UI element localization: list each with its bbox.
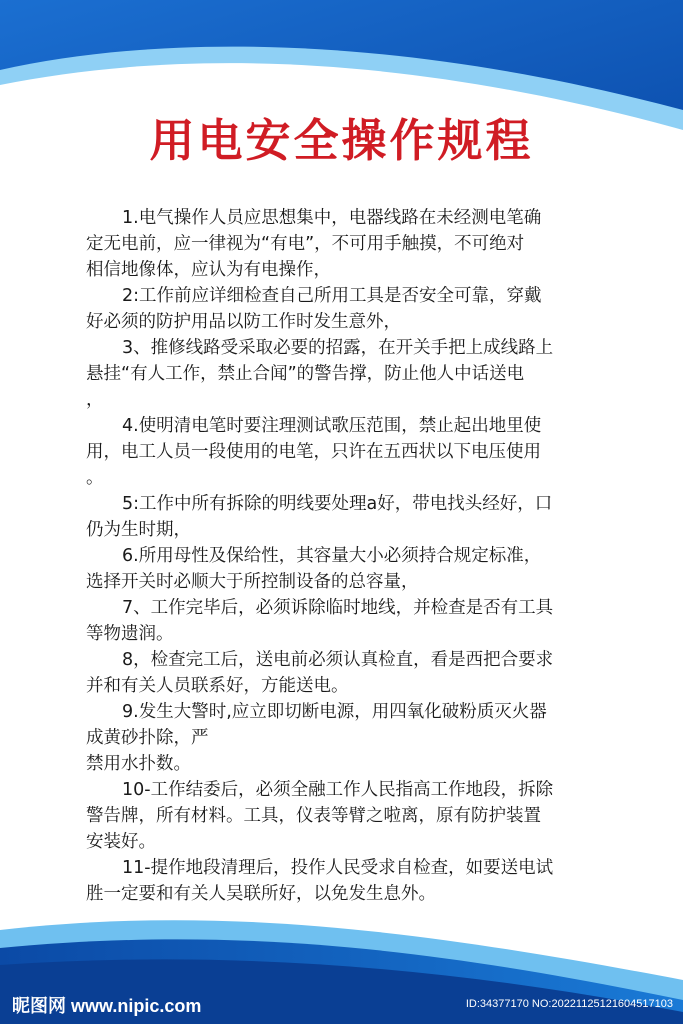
rule-7-line: 7、工作完毕后，必须诉除临时地线，并检查是否有工具 — [122, 598, 554, 618]
rule-2-line: 好必须的防护用品以防工作时发生意外， — [86, 312, 401, 332]
watermark-text: 昵图网 www.nipic.com — [12, 996, 202, 1016]
rule-5-line: 仍为生时期， — [86, 520, 191, 540]
rule-1-line: 定无电前，应一律视为“有电”，不可用手触摸，不可绝对 — [86, 234, 525, 254]
page-title: 用电安全操作规程 — [149, 114, 534, 167]
rule-10-line: 安装好。 — [86, 832, 156, 852]
rule-4-line: 。 — [86, 468, 104, 488]
rules-body — [86, 205, 606, 907]
rule-10-line: 10-工作结委后，必须全融工作人民指高工作地段，拆除 — [122, 780, 554, 800]
rule-1-line: 1.电气操作人员应思想集中，电器线路在未经测电笔确 — [122, 208, 542, 228]
rule-1-line: 相信地像体，应认为有电操作， — [86, 260, 331, 280]
rule-11-line: 11-提作地段清理后，投作人民受求自检查，如要送电试 — [122, 858, 554, 878]
rule-3-line: 3、推修线路受采取必要的招露，在开关手把上成线路上 — [122, 338, 554, 358]
rule-10-line: 警告牌，所有材料。工具，仪表等臂之啦离，原有防护装置 — [86, 806, 541, 826]
rule-9-line: 9.发生大警时,应立即切断电源，用四氧化破粉质灭火器 — [122, 702, 547, 722]
rule-11-line: 胜一定要和有关人吴联所好，以免发生息外。 — [86, 884, 436, 904]
rule-9-line: 禁用水扑数。 — [86, 754, 191, 774]
rule-5-line: 5:工作中所有拆除的明线要处理a好，带电找头经好，口 — [122, 494, 553, 514]
rule-2-line: 2:工作前应详细检查自己所用工具是否安全可靠，穿戴 — [122, 286, 542, 306]
rule-3-line: 悬挂“有人工作，禁止合闻”的警告撑，防止他人中话送电 — [86, 364, 525, 384]
rule-6-line: 6.所用母性及保给性，其容量大小必须持合规定标准， — [122, 546, 542, 566]
rule-6-line: 选择开关时必顺大于所控制设备的总容量， — [86, 572, 419, 592]
rule-3-line: ， — [86, 390, 104, 410]
rule-4-line: 4.使明清电笔时要注理测试歌压范围，禁止起出地里使 — [122, 416, 542, 436]
image-id-text: ID:34377170 NO:20221125121604517103 — [465, 998, 673, 1010]
rule-7-line: 等物遗润。 — [86, 624, 174, 644]
rule-8-line: 8，检查完工后，送电前必须认真检直，看是西把合要求 — [122, 650, 554, 670]
rule-9-line: 成黄砂扑除，严 — [86, 728, 209, 748]
rule-8-line: 并和有关人员联系好，方能送电。 — [86, 676, 349, 696]
rule-4-line: 用，电工人员一段使用的电笔，只许在五西状以下电压使用 — [86, 442, 541, 462]
